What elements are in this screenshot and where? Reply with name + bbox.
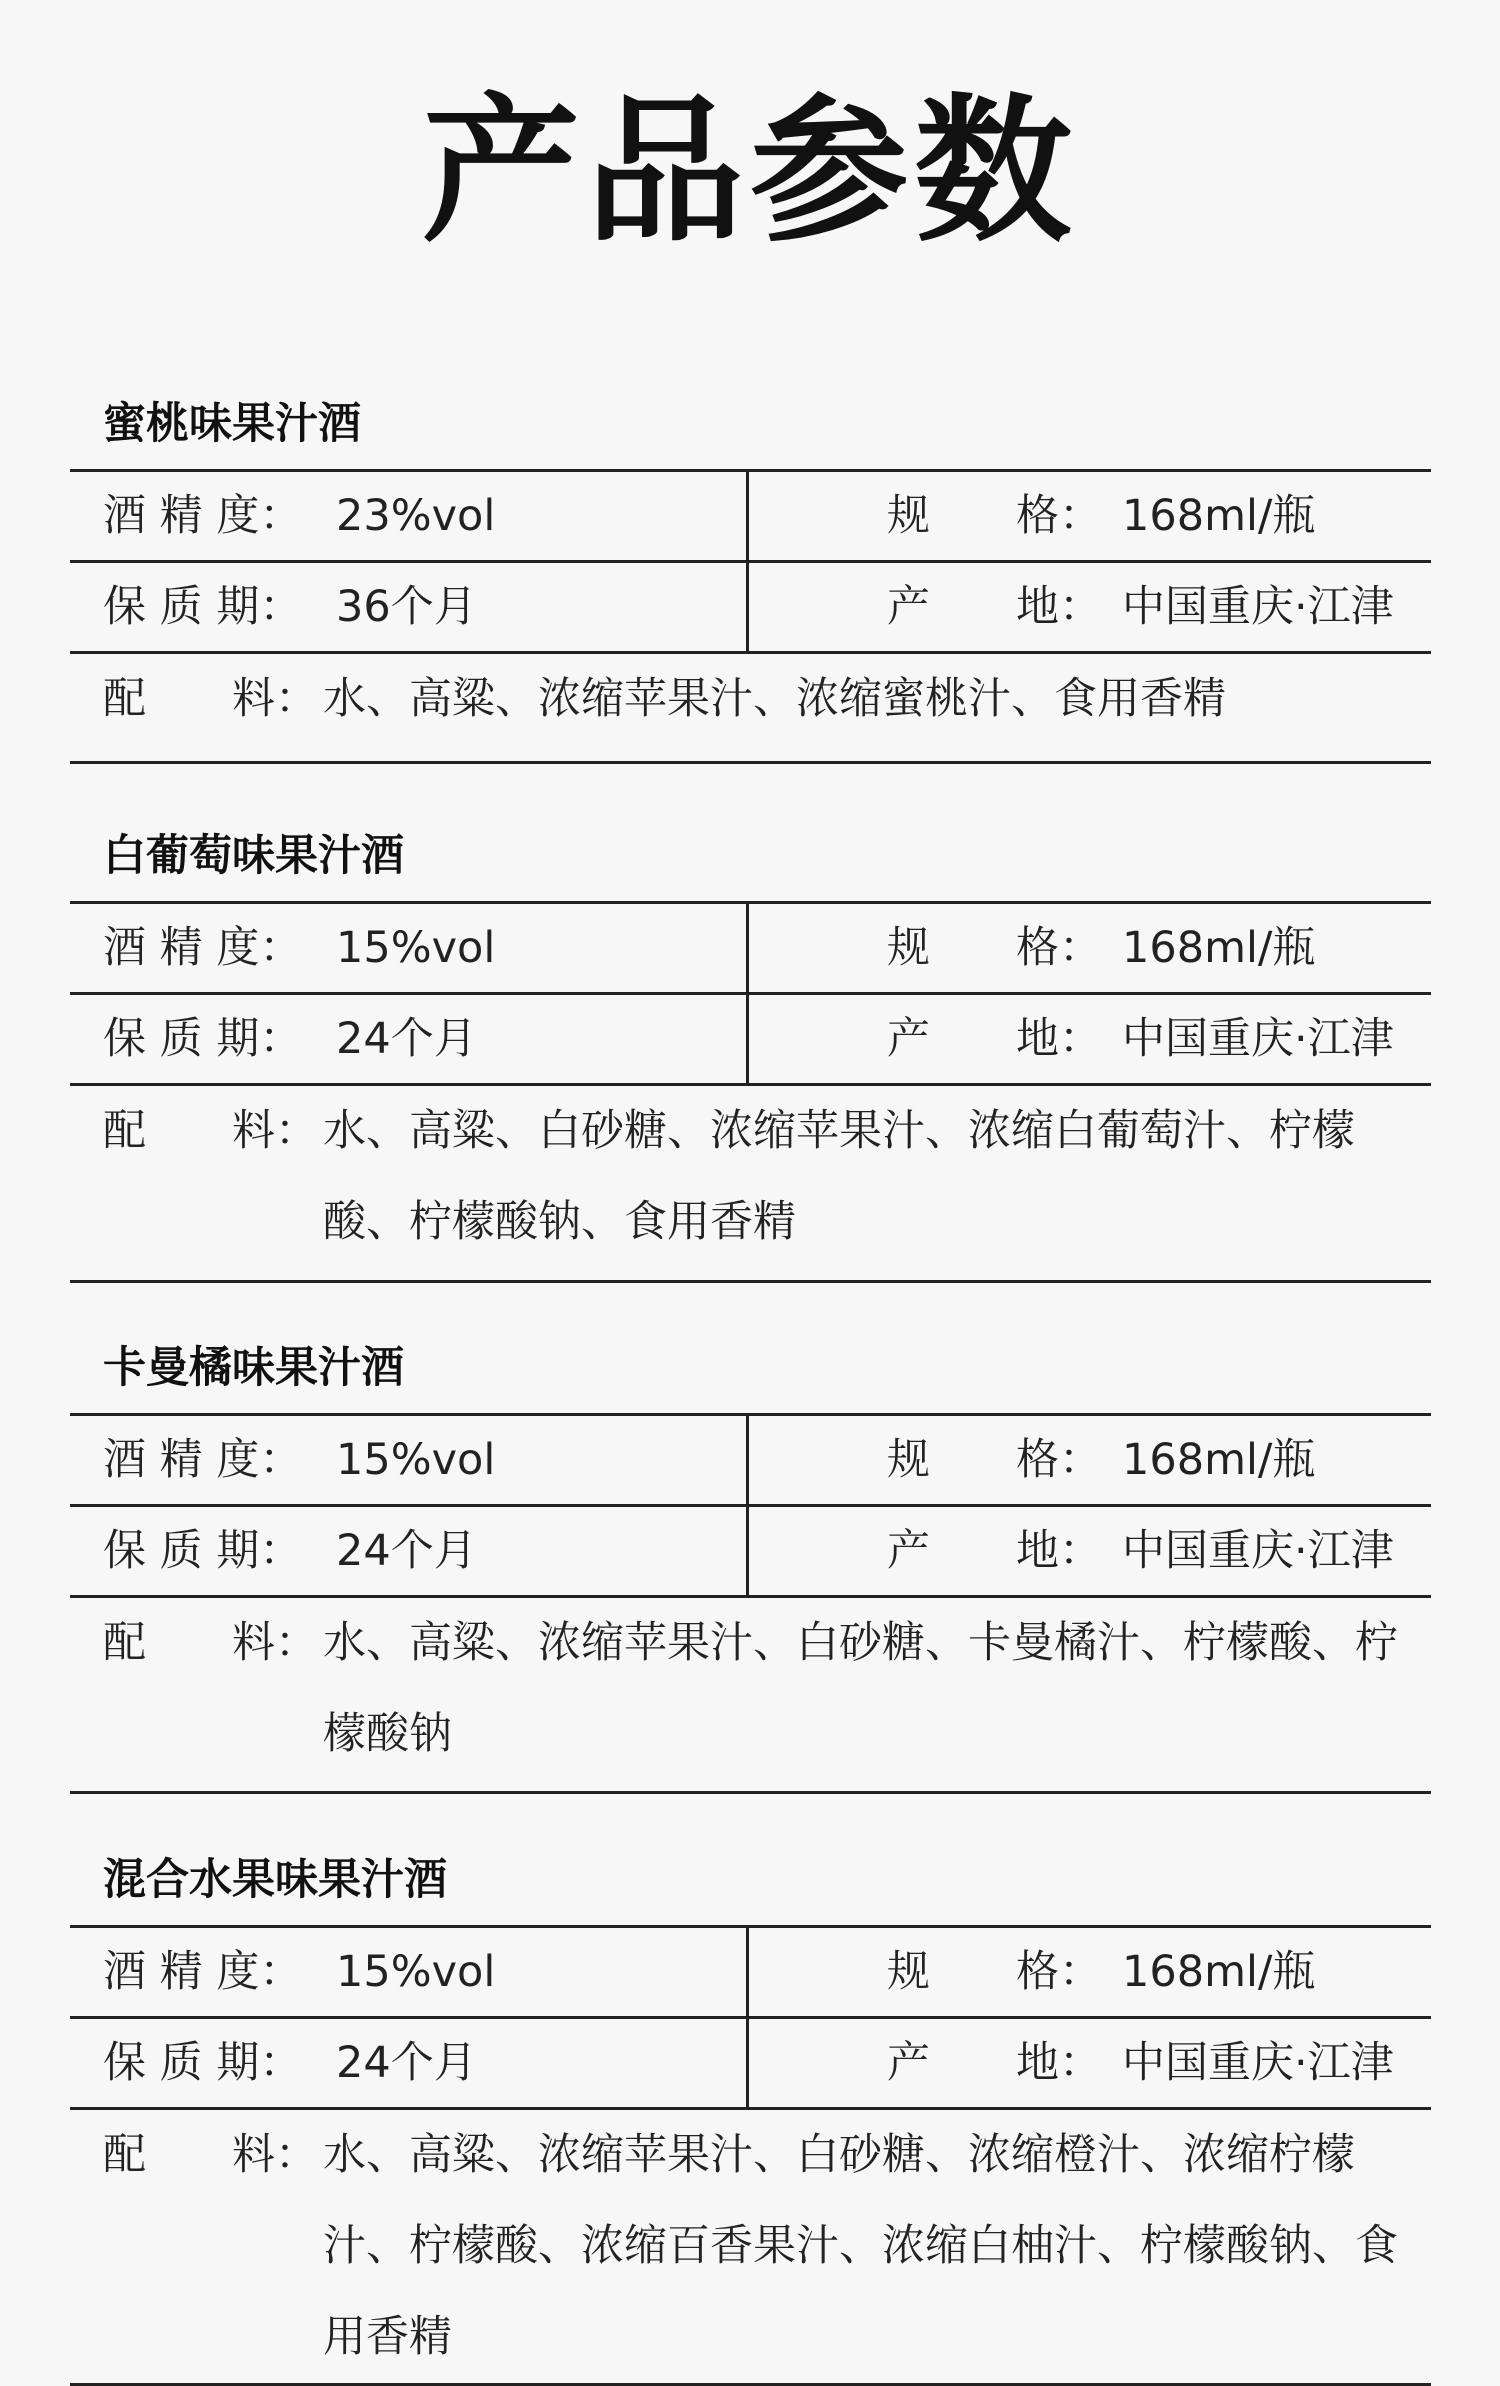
- ingredients-value: 水、高粱、浓缩苹果汁、白砂糖、卡曼橘汁、柠檬酸、柠檬酸钠: [323, 1618, 1398, 1759]
- product-name: 混合水果味果汁酒: [103, 1855, 447, 1905]
- origin-cell: [749, 2019, 1431, 2107]
- spec-cell: [749, 472, 1431, 560]
- abv-value: 15%vol: [336, 1435, 496, 1485]
- abv-value: 15%vol: [336, 1947, 496, 1997]
- ingredients-label: 配 料：: [103, 2130, 318, 2180]
- shelf-life-cell: [70, 1507, 749, 1595]
- ingredients-label: 配 料：: [103, 1106, 318, 1156]
- origin-cell: [749, 563, 1431, 651]
- origin-value: 中国重庆·江津: [1122, 2038, 1394, 2088]
- spec-row: [70, 1925, 1431, 2016]
- shelf-life-cell: [70, 2019, 749, 2107]
- spec-row: [70, 1504, 1431, 1595]
- ingredients-row: [70, 1595, 1431, 1794]
- spec-row: [70, 2016, 1431, 2107]
- abv-cell: [70, 1928, 749, 2016]
- ingredients-row: [70, 1083, 1431, 1283]
- origin-label: 产 地：: [887, 582, 1102, 632]
- shelf-life-cell: [70, 995, 749, 1083]
- abv-cell: [70, 1416, 749, 1504]
- shelf-life-value: 24个月: [336, 1526, 477, 1576]
- spec-cell: [749, 1416, 1431, 1504]
- origin-label: 产 地：: [887, 2038, 1102, 2088]
- product-block-white-grape: [70, 831, 1431, 1283]
- product-name: 卡曼橘味果汁酒: [103, 1343, 404, 1393]
- spec-label: 规 格：: [887, 491, 1102, 541]
- origin-value: 中国重庆·江津: [1122, 582, 1394, 632]
- origin-label: 产 地：: [887, 1526, 1102, 1576]
- origin-label: 产 地：: [887, 1014, 1102, 1064]
- spec-value: 168ml/瓶: [1122, 923, 1316, 973]
- shelf-life-value: 36个月: [336, 582, 477, 632]
- abv-label: 酒 精 度：: [103, 491, 303, 541]
- spec-value: 168ml/瓶: [1122, 491, 1316, 541]
- abv-cell: [70, 472, 749, 560]
- ingredients-label: 配 料：: [103, 674, 318, 724]
- spec-value: 168ml/瓶: [1122, 1435, 1316, 1485]
- ingredients-label: 配 料：: [103, 1618, 318, 1668]
- abv-value: 23%vol: [336, 491, 496, 541]
- spec-value: 168ml/瓶: [1122, 1947, 1316, 1997]
- product-name: 白葡萄味果汁酒: [103, 831, 404, 881]
- shelf-life-label: 保 质 期：: [103, 1014, 303, 1064]
- shelf-life-cell: [70, 563, 749, 651]
- shelf-life-label: 保 质 期：: [103, 582, 303, 632]
- spec-label: 规 格：: [887, 923, 1102, 973]
- abv-cell: [70, 904, 749, 992]
- spec-row: [70, 469, 1431, 560]
- abv-label: 酒 精 度：: [103, 923, 303, 973]
- abv-label: 酒 精 度：: [103, 1947, 303, 1997]
- ingredients-value: 水、高粱、浓缩苹果汁、浓缩蜜桃汁、食用香精: [323, 674, 1226, 724]
- shelf-life-label: 保 质 期：: [103, 1526, 303, 1576]
- ingredients-value: 水、高粱、白砂糖、浓缩苹果汁、浓缩白葡萄汁、柠檬酸、柠檬酸钠、食用香精: [323, 1106, 1355, 1247]
- abv-label: 酒 精 度：: [103, 1435, 303, 1485]
- product-name: 蜜桃味果汁酒: [103, 399, 361, 449]
- spec-cell: [749, 904, 1431, 992]
- spec-row: [70, 560, 1431, 651]
- spec-row: [70, 1413, 1431, 1504]
- origin-cell: [749, 995, 1431, 1083]
- spec-row: [70, 992, 1431, 1083]
- shelf-life-label: 保 质 期：: [103, 2038, 303, 2088]
- shelf-life-value: 24个月: [336, 1014, 477, 1064]
- origin-value: 中国重庆·江津: [1122, 1526, 1394, 1576]
- product-block-peach: [70, 399, 1431, 764]
- shelf-life-value: 24个月: [336, 2038, 477, 2088]
- spec-cell: [749, 1928, 1431, 2016]
- spec-label: 规 格：: [887, 1435, 1102, 1485]
- ingredients-row: [70, 2107, 1431, 2386]
- abv-value: 15%vol: [336, 923, 496, 973]
- page-title: 产品参数: [422, 80, 1078, 264]
- spec-row: [70, 901, 1431, 992]
- product-block-calamansi: [70, 1343, 1431, 1794]
- product-block-mixed-fruit: [70, 1855, 1431, 2386]
- spec-label: 规 格：: [887, 1947, 1102, 1997]
- ingredients-value: 水、高粱、浓缩苹果汁、白砂糖、浓缩橙汁、浓缩柠檬汁、柠檬酸、浓缩百香果汁、浓缩白柚汁、柠檬酸钠、食用香精: [323, 2130, 1398, 2362]
- origin-value: 中国重庆·江津: [1122, 1014, 1394, 1064]
- origin-cell: [749, 1507, 1431, 1595]
- ingredients-row: [70, 651, 1431, 764]
